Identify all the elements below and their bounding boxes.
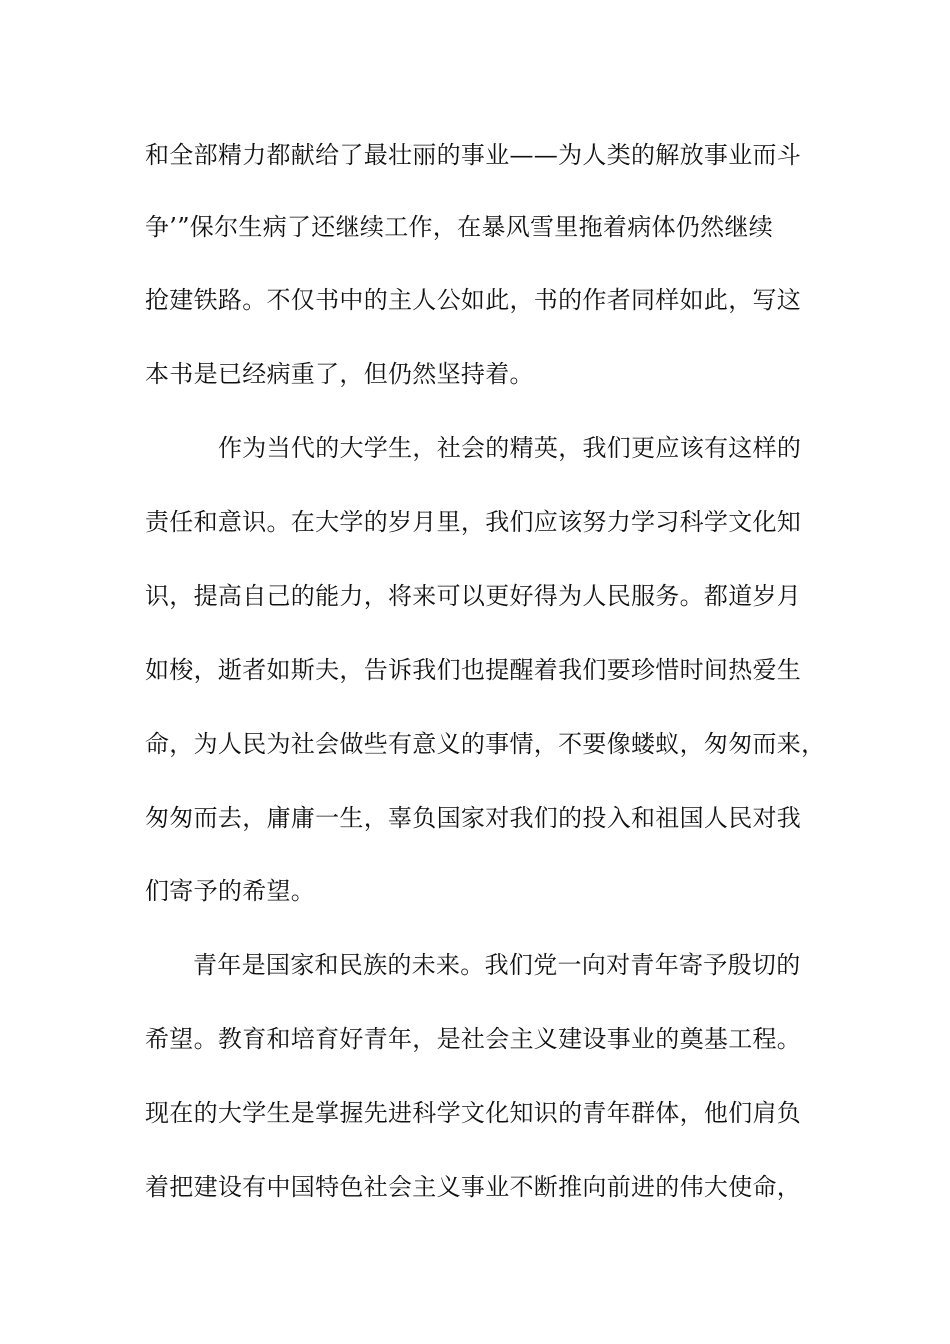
text-line: 希望。教育和培育好青年，是社会主义建设事业的奠基工程。: [145, 1025, 802, 1053]
text-line: 如梭，逝者如斯夫，告诉我们也提醒着我们要珍惜时间热爱生: [145, 656, 802, 684]
text-line: 着把建设有中国特色社会主义事业不断推向前进的伟大使命，: [145, 1173, 802, 1201]
text-line: 匆匆而去，庸庸一生，辜负国家对我们的投入和祖国人民对我: [145, 804, 802, 832]
text-line: 责任和意识。在大学的岁月里，我们应该努力学习科学文化知: [145, 508, 802, 536]
text-line: 本书是已经病重了，但仍然坚持着。: [145, 360, 534, 388]
text-line: 抢建铁路。不仅书中的主人公如此，书的作者同样如此，写这: [145, 286, 802, 314]
text-line: 们寄予的希望。: [145, 877, 316, 905]
text-line: 争’”保尔生病了还继续工作，在暴风雪里拖着病体仍然继续: [145, 213, 773, 241]
text-line: 青年是国家和民族的未来。我们党一向对青年寄予殷切的: [193, 951, 801, 979]
text-line: 命，为人民为社会做些有意义的事情，不要像蝼蚁，匆匆而来，: [145, 730, 826, 758]
text-line: 作为当代的大学生，社会的精英，我们更应该有这样的: [218, 434, 802, 462]
text-line: 现在的大学生是掌握先进科学文化知识的青年群体，他们肩负: [145, 1099, 802, 1127]
text-line: 和全部精力都献给了最壮丽的事业——为人类的解放事业而斗: [145, 141, 802, 169]
text-line: 识，提高自己的能力，将来可以更好得为人民服务。都道岁月: [145, 582, 802, 610]
